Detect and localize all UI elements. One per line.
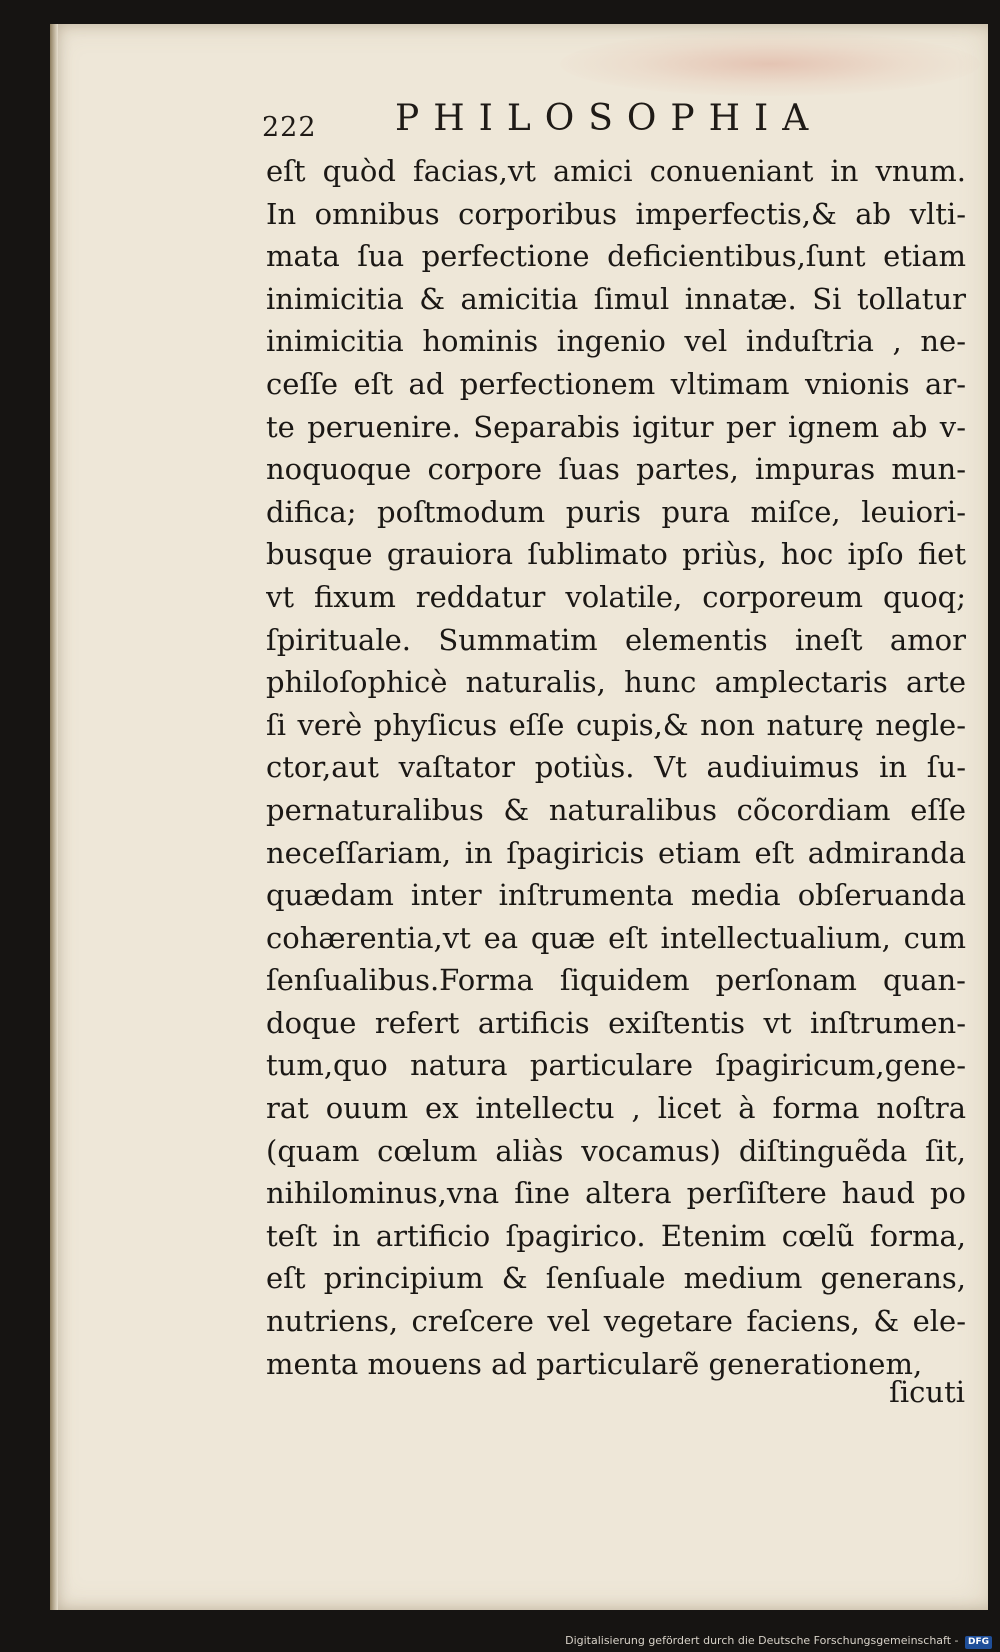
text-line: quædam inter inſtrumenta media obſeruanda bbox=[266, 878, 966, 913]
text-line: ceſſe eſt ad perfectionem vltimam vnionis ar- bbox=[266, 366, 966, 401]
text-line: cohærentia,vt ea quæ eſt intellectualium, cum bbox=[266, 920, 966, 955]
text-line: ſpirituale. Summatim elementis ineſt amor bbox=[266, 622, 966, 657]
text-line: teſt in artificio ſpagirico. Etenim cœlũ forma, bbox=[266, 1218, 966, 1253]
text-line: ſi verè phyſicus eſſe cupis,& non naturę negle- bbox=[266, 707, 966, 742]
text-line: tum,quo natura particulare ſpagiricum,gene- bbox=[266, 1048, 966, 1083]
credit-text: Digitalisierung gefördert durch die Deutsche Forschungsgemeinschaft - bbox=[565, 1634, 959, 1647]
text-line: menta mouens ad particularẽ generationem, bbox=[266, 1346, 923, 1381]
text-line: busque grauiora ſublimato priùs, hoc ipſo fiet bbox=[266, 537, 966, 572]
text-line: In omnibus corporibus imperfectis,& ab vlti- bbox=[266, 196, 966, 231]
running-head: PHILOSOPHIA bbox=[395, 98, 823, 139]
text-line: pernaturalibus & naturalibus cõcordiam eſſe bbox=[266, 792, 966, 827]
body-text bbox=[266, 150, 966, 1385]
text-line: vt fixum reddatur volatile, corporeum quoq; bbox=[266, 579, 966, 614]
text-line: eſt principium & ſenſuale medium generans, bbox=[266, 1261, 966, 1296]
text-line: inimicitia hominis ingenio vel induſtria , ne- bbox=[266, 324, 966, 359]
text-line: rat ouum ex intellectu , licet à forma noſtra bbox=[266, 1091, 966, 1126]
text-line: difica; poſtmodum puris pura miſce, leuiori- bbox=[266, 494, 966, 529]
page-stain bbox=[560, 32, 980, 96]
text-line: neceſſariam, in ſpagiricis etiam eſt admiranda bbox=[266, 835, 966, 870]
text-line: philoſophicè naturalis, hunc amplectaris arte bbox=[266, 665, 966, 700]
dfg-logo: DFG bbox=[965, 1636, 992, 1649]
text-line: te peruenire. Separabis igitur per ignem ab v- bbox=[266, 409, 966, 444]
text-line: (quam cœlum aliàs vocamus) diſtinguẽda ſit, bbox=[266, 1133, 966, 1168]
text-line: inimicitia & amicitia ſimul innatæ. Si tollatur bbox=[266, 281, 966, 316]
page-gutter-edge bbox=[50, 24, 58, 1610]
text-line: doque refert artificis exiſtentis vt inſtrumen- bbox=[266, 1005, 966, 1040]
text-line: noquoque corpore ſuas partes, impuras mun- bbox=[266, 452, 966, 487]
catchword: ſicuti bbox=[889, 1375, 965, 1409]
text-line: ſenſualibus.Forma ſiquidem perſonam quan- bbox=[266, 963, 966, 998]
page-number: 222 bbox=[262, 112, 317, 143]
text-line: mata ſua perfectione deficientibus,ſunt etiam bbox=[266, 239, 966, 274]
text-line: nihilominus,vna ſine altera perſiſtere haud po bbox=[266, 1176, 966, 1211]
text-line: nutriens, creſcere vel vegetare faciens, & ele- bbox=[266, 1304, 966, 1339]
text-line: ctor,aut vaſtator potiùs. Vt audiuimus in ſu- bbox=[266, 750, 966, 785]
digitization-credit bbox=[565, 1634, 992, 1649]
page-header bbox=[262, 96, 902, 156]
text-line: eſt quòd facias,vt amici conueniant in vnum. bbox=[266, 154, 966, 188]
